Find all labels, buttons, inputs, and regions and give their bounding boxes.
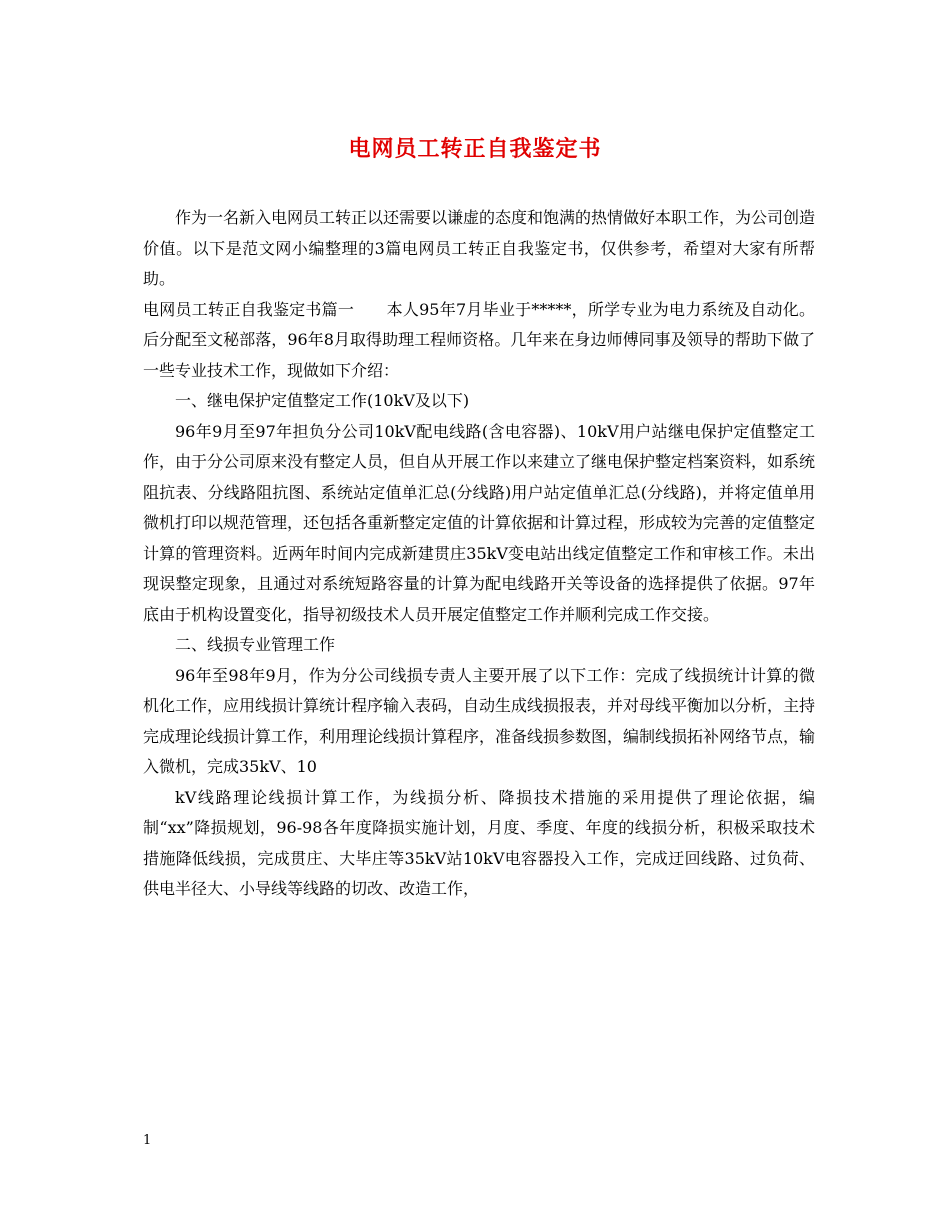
page-number: 1: [143, 1133, 152, 1148]
document-title: 电网员工转正自我鉴定书: [348, 136, 602, 162]
paragraph-relay-protection: 96年9月至97年担负分公司10kV配电线路(含电容器)、10kV用户站继电保护定值整定工作，由于分公司原来没有整定人员，但自从开展工作以来建立了继电保护整定档案资料，如系统阻抗表、分线路阻抗图、系统站定值单汇总(分线路)用户站定值单汇总(分线路)，并将定值单用微机打印以规范管理，还包括各重新整定定值的计算依据和计算过程，形成较为完善的定值整定计算的管理资料。近两年时间内完成新建贯庄35kV变电站出线定值整定工作和审核工作。未出现误整定现象，且通过对系统短路容量的计算为配电线路开关等设备的选择提供了依据。97年底由于机构设置变化，指导初级技术人员开展定值整定工作并顺利完成工作交接。: [143, 421, 816, 624]
document-body: [143, 203, 815, 905]
paragraph-intro: 作为一名新入电网员工转正以还需要以谦虚的态度和饱满的热情做好本职工作，为公司创造价值。以下是范文网小编整理的3篇电网员工转正自我鉴定书，仅供参考，希望对大家有所帮助。: [143, 208, 816, 288]
paragraph-line-loss-continued: kV线路理论线损计算工作，为线损分析、降损技术措施的采用提供了理论依据，编制“xx”降损规划，96-98各年度降损实施计划，月度、季度、年度的线损分析，积极采取技术措施降低线损，完成贯庄、大毕庄等35kV站10kV电容器投入工作，完成迂回线路、过负荷、供电半径大、小导线等线路的切改、改造工作，: [143, 787, 815, 898]
section-heading-relay-protection: 一、继电保护定值整定工作(10kV及以下): [175, 391, 470, 410]
paragraph-part-one: 电网员工转正自我鉴定书篇一 本人95年7月毕业于*****，所学专业为电力系统及自动化。后分配至文秘部落，96年8月取得助理工程师资格。几年来在身边师傅同事及领导的帮助下做了一些专业技术工作，现做如下介绍：: [143, 299, 815, 380]
section-heading-line-loss: 二、线损专业管理工作: [175, 635, 336, 654]
paragraph-line-loss: 96年至98年9月，作为分公司线损专责人主要开展了以下工作：完成了线损统计计算的微机化工作，应用线损计算统计程序输入表码，自动生成线损报表，并对母线平衡加以分析，主持完成理论线损计算工作，利用理论线损计算程序，准备线损参数图，编制线损拓补网络节点，输入微机，完成35kV、10: [143, 665, 816, 776]
